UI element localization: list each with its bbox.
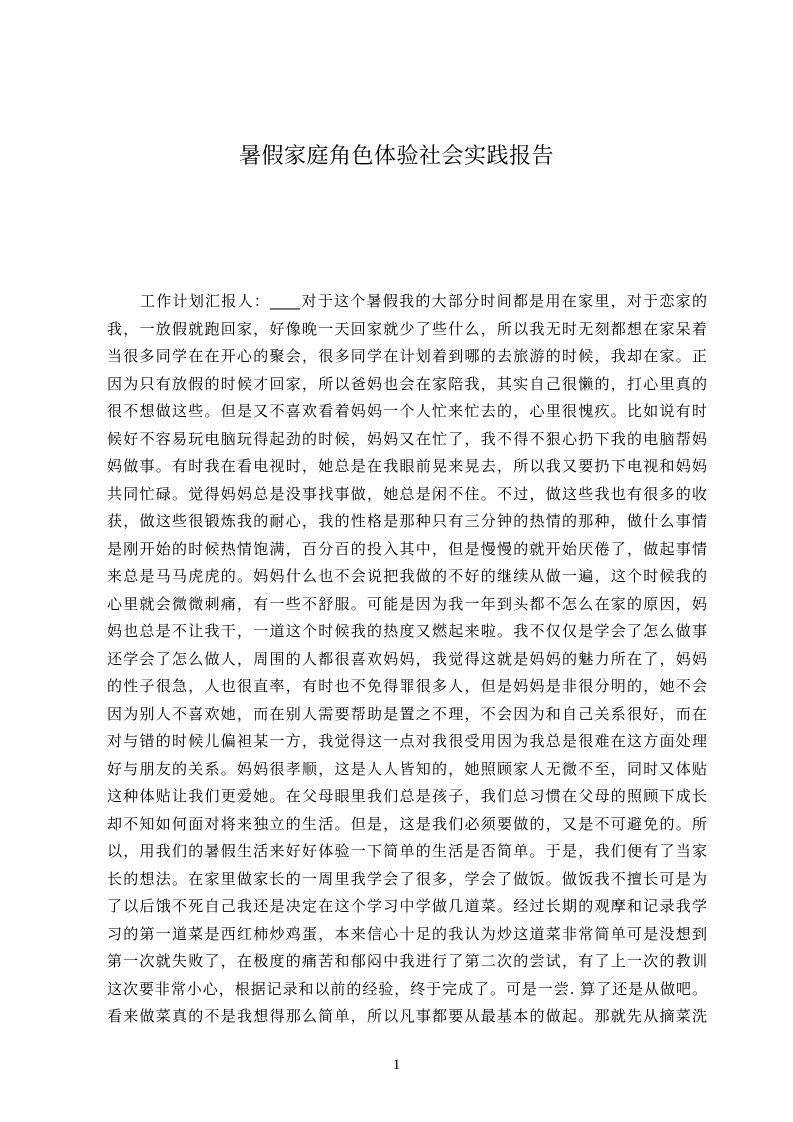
- body-line: 共同忙碌。觉得妈妈总是没事找事做，她总是闲不住。不过，做这些我也有很多的收: [107, 484, 707, 503]
- body-line: 了以后饿不死自己我还是决定在这个学习中学做几道菜。经过长期的观摩和记录我学: [107, 897, 707, 915]
- body-line: 看来做菜真的不是我想得那么简单，所以凡事都要从最基本的做起。那就先从摘菜洗: [107, 1007, 707, 1025]
- body-line: 对与错的时候儿偏袒某一方，我觉得这一点对我很受用因为我总是很难在这方面处理: [107, 732, 707, 750]
- body-line: 工作计划汇报人：____对于这个暑假我的大部分时间都是用在家里，对于恋家的: [140, 292, 707, 310]
- body-line: 因为只有放假的时候才回家，所以爸妈也会在家陪我，其实自己很懒的，打心里真的: [107, 374, 707, 393]
- body-line: 候好不容易玩电脑玩得起劲的时候，妈妈又在忙了，我不得不狠心扔下我的电脑帮妈: [107, 429, 707, 448]
- body-line: 还学会了怎么做人，周围的人都很喜欢妈妈，我觉得这就是妈妈的魅力所在了，妈妈: [107, 649, 707, 668]
- body-line: 的性子很急，人也很直率，有时也不免得罪很多人，但是妈妈是非很分明的，她不会: [107, 677, 707, 695]
- body-line: 却不知如何面对将来独立的生活。但是，这是我们必须要做的，又是不可避免的。所: [107, 814, 707, 833]
- body-line: 当很多同学在在开心的聚会，很多同学在计划着到哪的去旅游的时候，我却在家。正: [107, 347, 707, 365]
- body-line: 来总是马马虎虎的。妈妈什么也不会说把我做的不好的继续从做一遍，这个时候我的: [107, 567, 707, 585]
- body-line: 心里就会微微刺痛，有一些不舒服。可能是因为我一年到头都不怎么在家的原因，妈: [107, 594, 707, 613]
- body-line: 第一次就失败了，在极度的痛苦和郁闷中我进行了第二次的尝试，有了上一次的教训: [107, 952, 707, 970]
- body-line: 妈做事。有时我在看电视时，她总是在我眼前晃来晃去，所以我又要扔下电视和妈妈: [107, 457, 707, 475]
- page-number: 1: [392, 1057, 401, 1073]
- body-line: 长的想法。在家里做家长的一周里我学会了很多，学会了做饭。做饭我不擅长可是为: [107, 869, 707, 888]
- body-line: 以，用我们的暑假生活来好好体验一下简单的生活是否简单。于是，我们便有了当家: [107, 842, 707, 860]
- body-line: 因为别人不喜欢她，而在别人需要帮助是置之不理，不会因为和自己关系很好，而在: [107, 704, 707, 723]
- body-line: 这种体贴让我们更爱她。在父母眼里我们总是孩子，我们总习惯在父母的照顾下成长: [107, 787, 707, 805]
- report-body: [107, 288, 707, 1031]
- body-line: 好与朋友的关系。妈妈很孝顺，这是人人皆知的，她照顾家人无微不至，同时又体贴: [107, 759, 707, 778]
- body-line: 我，一放假就跑回家，好像晚一天回家就少了些什么，所以我无时无刻都想在家呆着: [107, 319, 707, 338]
- document-title: 暑假家庭角色体验社会实践报告: [238, 144, 554, 169]
- body-line: 妈也总是不让我干，一道这个时候我的热度又燃起来啦。我不仅仅是学会了怎么做事: [107, 622, 707, 640]
- body-line: 获，做这些很锻炼我的耐心，我的性格是那种只有三分钟的热情的那种，做什么事情: [107, 512, 707, 530]
- body-line: 习的第一道菜是西红柿炒鸡蛋，本来信心十足的我认为炒这道菜非常简单可是没想到: [107, 924, 707, 943]
- body-line: 是刚开始的时候热情饱满，百分百的投入其中，但是慢慢的就开始厌倦了，做起事情: [107, 539, 707, 558]
- body-line: 很不想做这些。但是又不喜欢看着妈妈一个人忙来忙去的，心里很愧疚。比如说有时: [107, 402, 707, 420]
- body-line: 这次要非常小心，根据记录和以前的经验，终于完成了。可是一尝. 算了还是从做吧。: [107, 979, 707, 998]
